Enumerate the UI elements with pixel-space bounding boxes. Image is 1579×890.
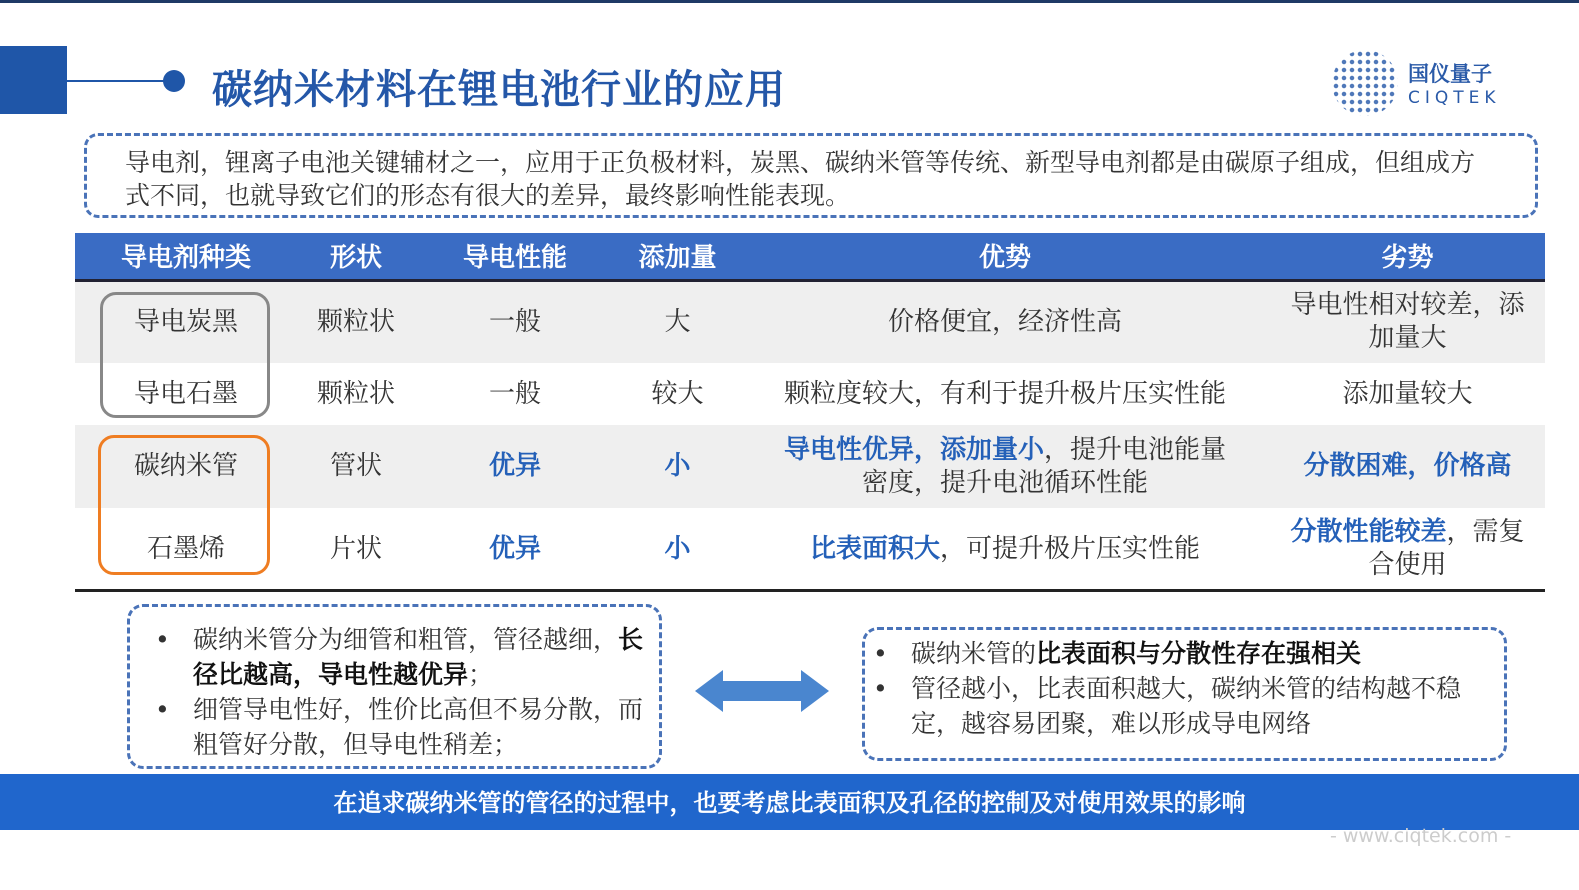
logo-cn: 国仪量子 [1408, 62, 1492, 86]
table-cell [1270, 508, 1545, 590]
cell-text: 较大 [651, 378, 704, 409]
cell-text: 石墨烯 [146, 533, 225, 564]
table-cell [615, 280, 740, 363]
table-cell [415, 363, 615, 425]
column-header: 添加量 [615, 233, 740, 280]
page-title: 碳纳米材料在锂电池行业的应用 [212, 67, 786, 113]
cell-text: ，可提升极片压实性能 [940, 533, 1201, 564]
table-cell [740, 425, 1270, 508]
cell-text: 小 [664, 533, 691, 564]
table-cell [1270, 280, 1545, 363]
logo-swirl-icon [1332, 50, 1398, 116]
logo [1332, 50, 1501, 116]
bullet-text: 细管导电性好，性价比高但不易分散，而粗管好分散，但导电性稍差； [193, 695, 644, 759]
table-cell [415, 280, 615, 363]
cell-text: 片状 [329, 533, 382, 564]
note-right [862, 627, 1507, 761]
traditional-group-outline [100, 292, 270, 418]
table-cell [615, 508, 740, 590]
cell-text: 管状 [329, 451, 382, 481]
bullet-item [873, 671, 1494, 741]
cell-text: 一般 [488, 378, 541, 409]
table-cell [740, 280, 1270, 363]
bullet-text: 管径越小，比表面积越大，碳纳米管的结构越不稳定，越容易团聚，难以形成导电网络 [911, 674, 1462, 738]
cell-text: 颗粒状 [316, 378, 395, 409]
table-cell [415, 425, 615, 508]
table-cell [297, 280, 415, 363]
cell-text: 比表面积大 [809, 533, 940, 564]
table-cell [1270, 363, 1545, 425]
cell-text: 优异 [488, 533, 541, 564]
table-cell [615, 425, 740, 508]
bullet-text: 碳纳米管的 [911, 639, 1037, 668]
cell-text: 导电石墨 [133, 378, 238, 409]
column-header: 导电剂种类 [75, 233, 297, 280]
new-material-group-outline [98, 435, 270, 575]
cell-text: 优异 [488, 451, 541, 481]
cell-text: 颗粒度较大，有利于提升极片压实性能 [783, 378, 1226, 409]
table-cell [297, 363, 415, 425]
bullet-text: 长径比越高，导电性越优异 [193, 625, 644, 689]
bullet-item [155, 622, 649, 692]
bullet-item [155, 692, 649, 762]
cell-text: 小 [664, 451, 691, 481]
bullet-text: ； [468, 660, 494, 689]
note-left [127, 604, 662, 769]
table-bottom-rule [75, 589, 1545, 592]
table-row [75, 280, 1545, 363]
cell-text: ，提升电池能量密度，提升电池循环性能 [861, 434, 1227, 498]
title-accent-block [0, 46, 67, 114]
cell-text: 导电炭黑 [133, 306, 238, 337]
double-arrow-icon [695, 668, 829, 714]
table-cell [740, 508, 1270, 590]
column-header: 劣势 [1270, 233, 1545, 280]
table-row [75, 508, 1545, 590]
column-header: 导电性能 [415, 233, 615, 280]
bullet-text: 比表面积与分散性存在强相关 [1036, 639, 1362, 668]
cell-text: 分散性能较差 [1290, 517, 1447, 547]
table-cell [297, 425, 415, 508]
table-cell [1270, 425, 1545, 508]
title-accent-line [67, 80, 167, 82]
column-header: 优势 [740, 233, 1270, 280]
bottom-banner: 在追求碳纳米管的管径的过程中，也要考虑比表面积及孔径的控制及对使用效果的影响 [0, 774, 1579, 830]
table-cell [615, 363, 740, 425]
cell-text: 添加量较大 [1342, 378, 1473, 409]
logo-en: CIQTEK [1408, 88, 1501, 108]
watermark: - www.ciqtek.com - [1330, 825, 1512, 847]
bullet-text: 碳纳米管分为细管和粗管，管径越细， [193, 625, 619, 654]
title-bullet-dot [163, 70, 185, 92]
table-cell [297, 508, 415, 590]
cell-text: ，需复合使用 [1368, 517, 1525, 580]
cell-text: 价格便宜，经济性高 [887, 306, 1122, 337]
cell-text: 导电性相对较差，添加量大 [1290, 290, 1525, 354]
table-cell [415, 508, 615, 590]
cell-text: 导电性优异，添加量小 [783, 434, 1044, 465]
top-border [0, 0, 1579, 3]
intro-text: 导电剂，锂离子电池关键辅材之一，应用于正负极材料，炭黑、碳纳米管等传统、新型导电剂都是由碳原子组成，但组成方式不同，也就导致它们的形态有很大的差异，最终影响性能表现。 [84, 133, 1538, 218]
cell-text: 颗粒状 [316, 306, 395, 337]
cell-text: 分散困难，价格高 [1303, 451, 1512, 481]
cell-text: 碳纳米管 [133, 451, 238, 481]
table-row [75, 363, 1545, 425]
conductive-agent-table [75, 233, 1545, 590]
table-cell [740, 363, 1270, 425]
cell-text: 大 [664, 306, 691, 337]
column-header: 形状 [297, 233, 415, 280]
bullet-item [873, 636, 1494, 671]
table-row [75, 425, 1545, 508]
cell-text: 一般 [488, 306, 541, 337]
